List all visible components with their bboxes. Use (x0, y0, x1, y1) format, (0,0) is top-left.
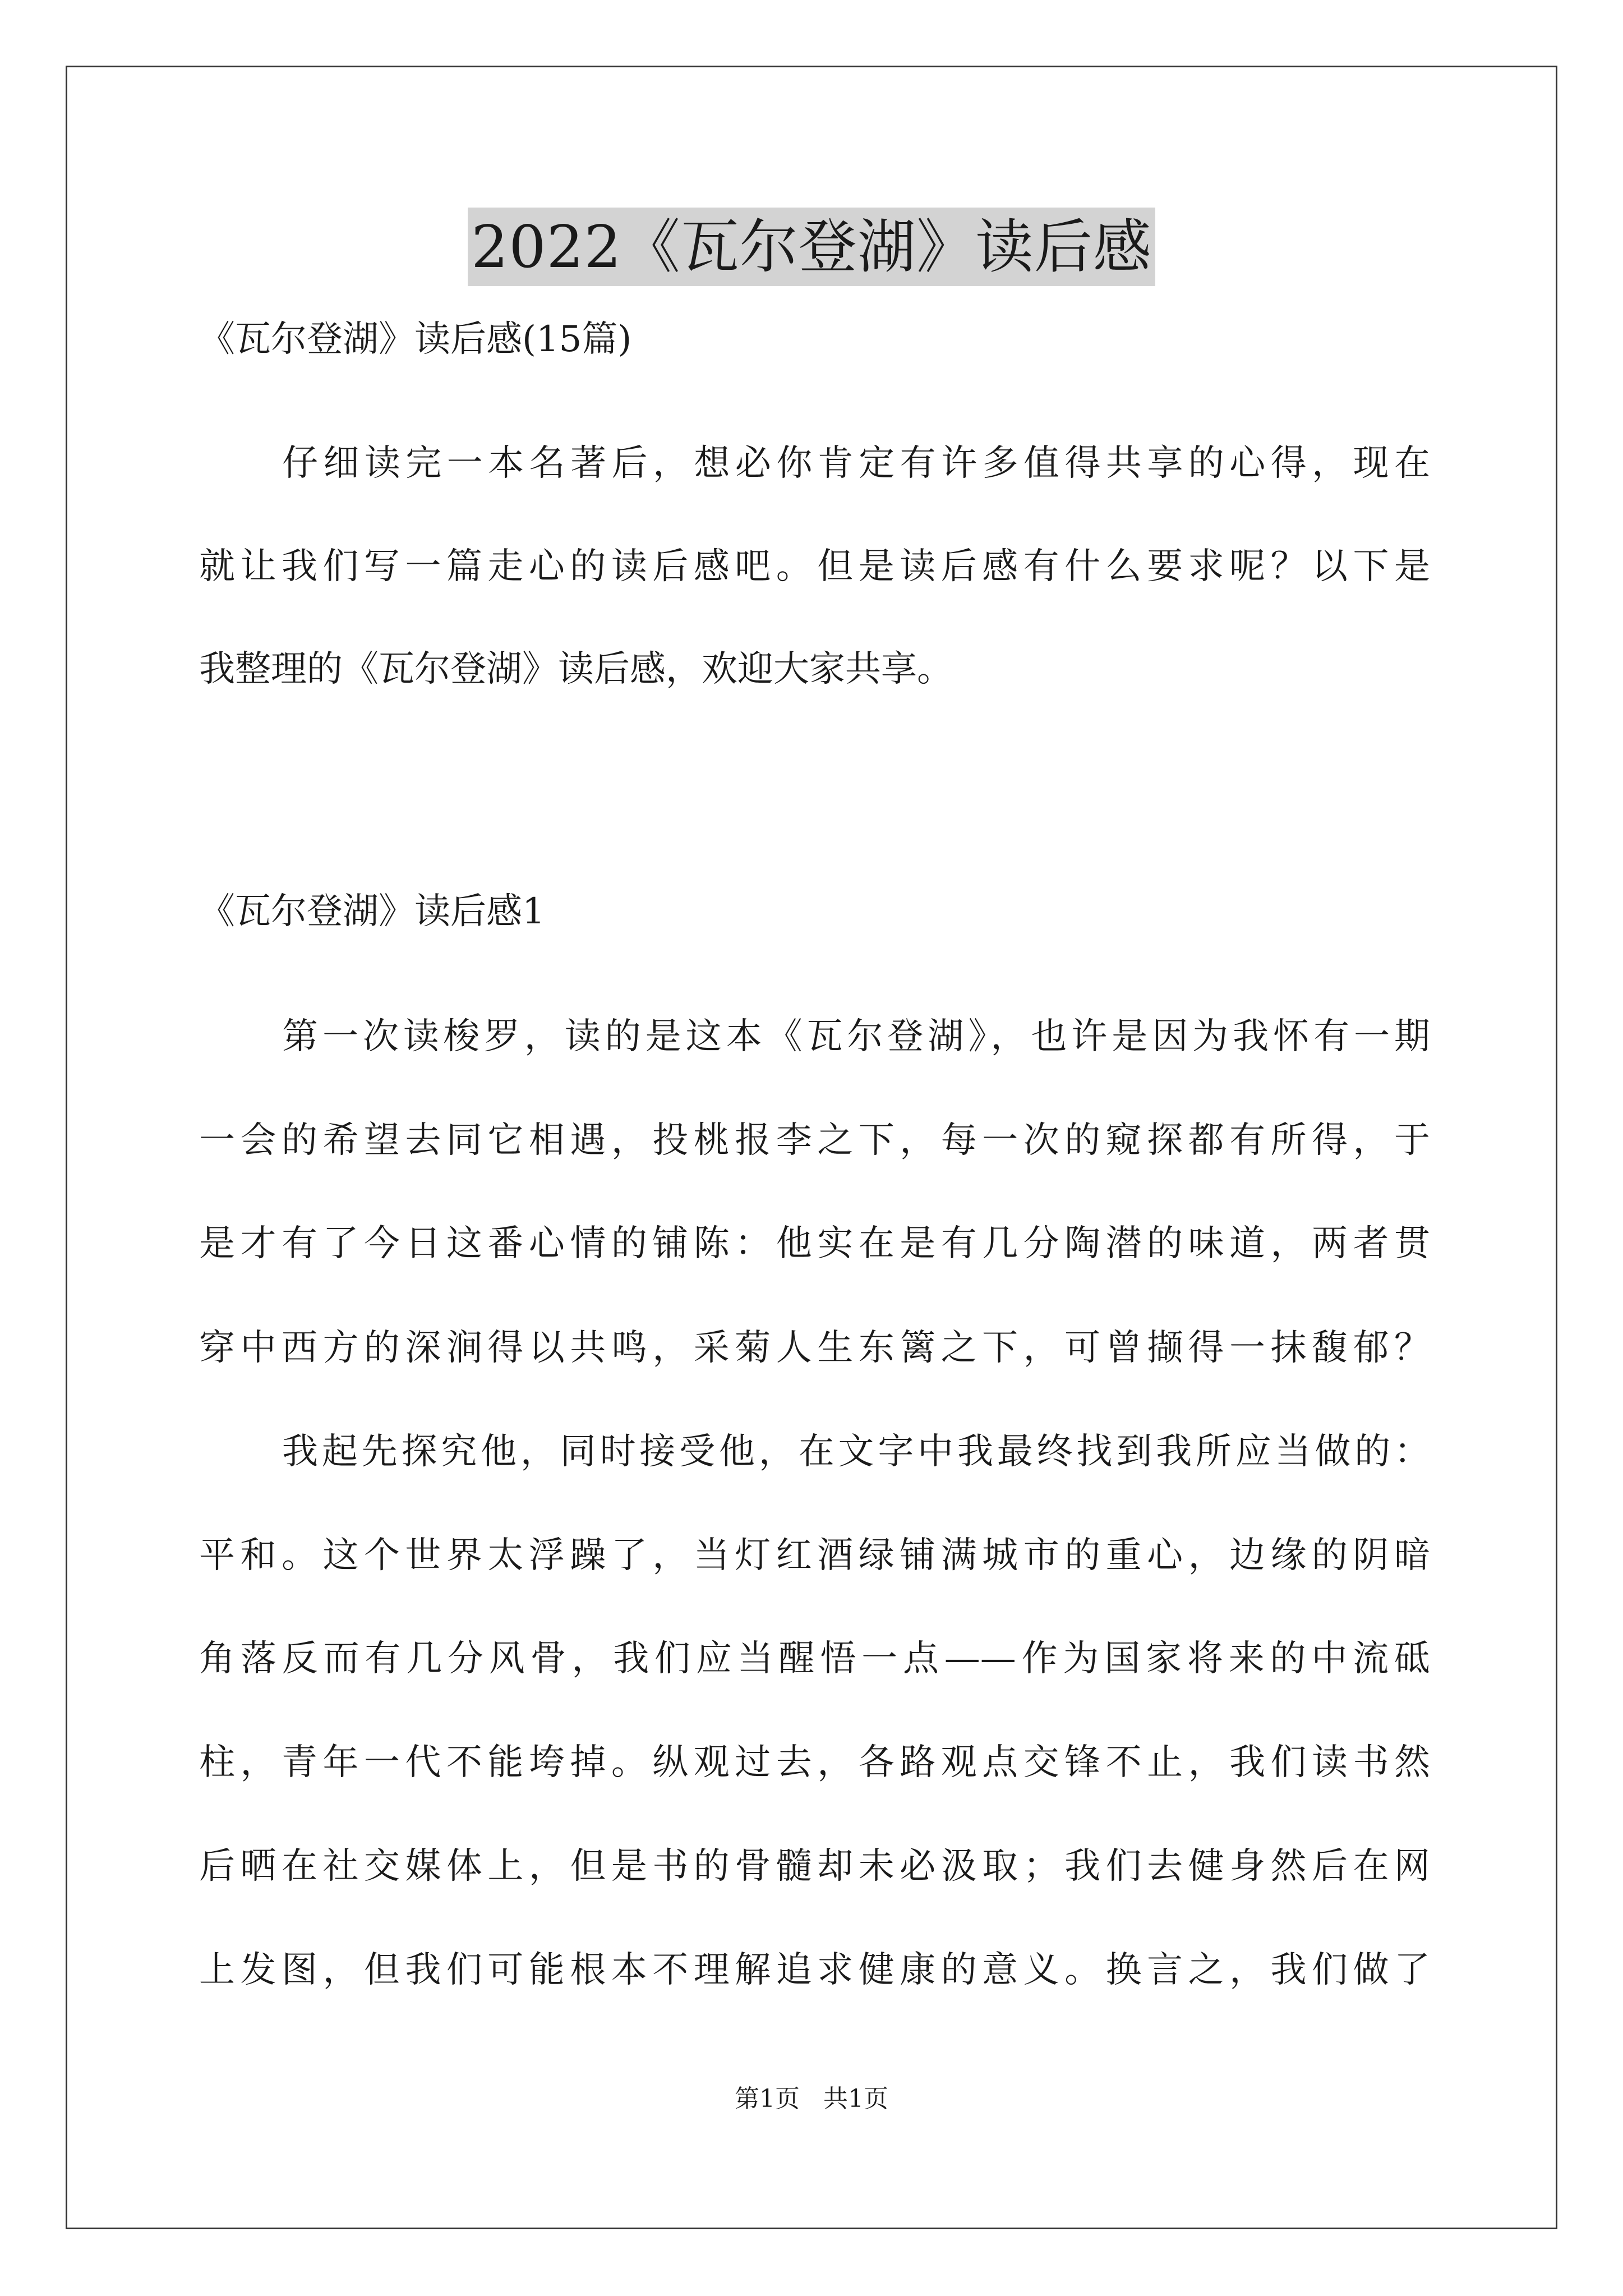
paragraph-line: 角落反而有几分风骨，我们应当醒悟一点——作为国家将来的中流砥 (199, 1638, 1430, 1680)
paragraph-line: 第一次读梭罗，读的是这本《瓦尔登湖》，也许是因为我怀有一期 (282, 1016, 1430, 1057)
document-title: 2022《瓦尔登湖》读后感 (468, 208, 1155, 286)
paragraph-line: 是才有了今日这番心情的铺陈：他实在是有几分陶潜的味道，两者贯 (199, 1223, 1430, 1264)
paragraph-line: 穿中西方的深涧得以共鸣，采菊人生东篱之下，可曾撷得一抹馥郁？ (199, 1327, 1430, 1369)
paragraph-line: 我起先探究他，同时接受他，在文字中我最终找到我所应当做的： (282, 1431, 1430, 1473)
paragraph-line: 柱，青年一代不能垮掉。纵观过去，各路观点交锋不止，我们读书然 (199, 1742, 1430, 1783)
paragraph-line: 上发图，但我们可能根本不理解追求健康的意义。换言之，我们做了 (199, 1949, 1430, 1991)
title-container (0, 208, 1623, 286)
section-heading: 《瓦尔登湖》读后感1 (199, 891, 545, 932)
page-footer (0, 2082, 1623, 2116)
page-number: 第1页 (735, 2085, 800, 2113)
page-total: 共1页 (823, 2085, 888, 2113)
intro-line: 仔细读完一本名著后，想必你肯定有许多值得共享的心得，现在 (282, 443, 1430, 484)
paragraph-line: 后晒在社交媒体上，但是书的骨髓却未必汲取；我们去健身然后在网 (199, 1846, 1430, 1887)
intro-line: 就让我们写一篇走心的读后感吧。但是读后感有什么要求呢？以下是 (199, 546, 1430, 587)
intro-line: 我整理的《瓦尔登湖》读后感，欢迎大家共享。 (199, 648, 953, 690)
paragraph-line: 一会的希望去同它相遇，投桃报李之下，每一次的窥探都有所得，于 (199, 1120, 1430, 1161)
paragraph-line: 平和。这个世界太浮躁了，当灯红酒绿铺满城市的重心，边缘的阴暗 (199, 1535, 1430, 1576)
document-subtitle: 《瓦尔登湖》读后感(15篇) (199, 319, 632, 360)
